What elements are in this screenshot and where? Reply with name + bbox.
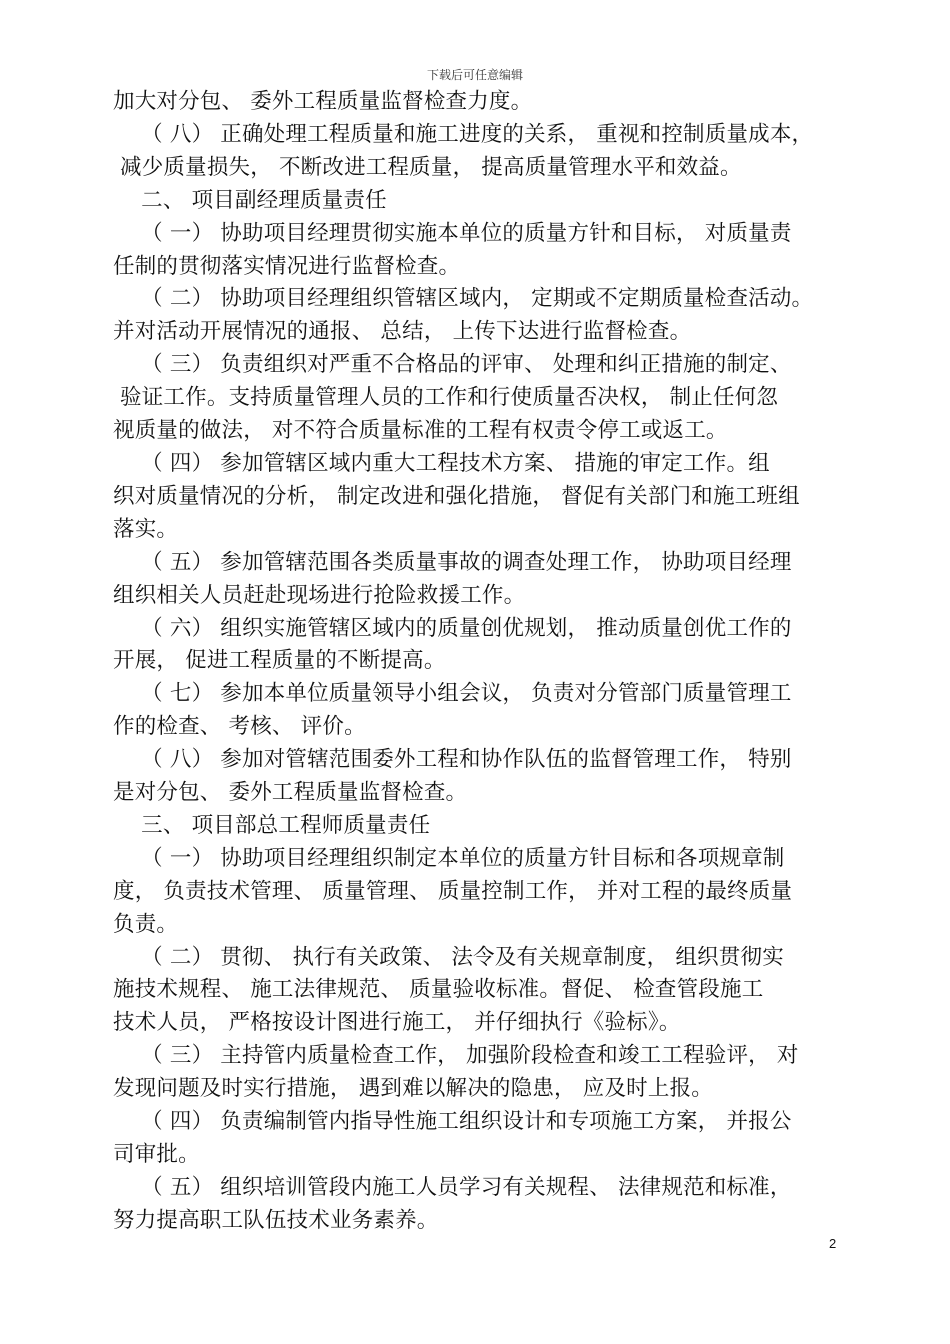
text-line: 负责。 — [113, 911, 179, 937]
text-line: （ 一） 协助项目经理贯彻实施本单位的质量方针和目标， 对质量责 — [113, 220, 792, 246]
text-line: 是对分包、 委外工程质量监督检查。 — [113, 780, 468, 806]
text-line: 发现问题及时实行措施， 遇到难以解决的隐患， 应及时上报。 — [113, 1076, 713, 1102]
text-line: 织对质量情况的分析， 制定改进和强化措施， 督促有关部门和施工班组 — [113, 483, 800, 509]
text-line: （ 三） 主持管内质量检查工作， 加强阶段检查和竣工工程验评， 对 — [113, 1043, 799, 1069]
page-header: 下载后可任意编辑 — [426, 68, 523, 82]
text-line: （ 四） 参加管辖区域内重大工程技术方案、 措施的审定工作。组 — [113, 450, 770, 476]
text-line: （ 四） 负责编制管内指导性施工组织设计和专项施工方案， 并报公 — [113, 1109, 792, 1135]
text-line: 任制的贯彻落实情况进行监督检查。 — [113, 253, 461, 279]
page-number: 2 — [829, 1236, 837, 1251]
text-line: （ 八） 正确处理工程质量和施工进度的关系， 重视和控制质量成本， — [113, 121, 814, 147]
text-line: 加大对分包、 委外工程质量监督检查力度。 — [113, 89, 533, 114]
text-line: 施技术规程、 施工法律规范、 质量验收标准。督促、 检查管段施工 — [113, 977, 764, 1003]
text-line: 落实。 — [113, 516, 179, 542]
text-line: 开展， 促进工程质量的不断提高。 — [113, 648, 446, 674]
text-line: 技术人员， 严格按设计图进行施工， 并仔细执行《验标》。 — [113, 1010, 681, 1036]
text-line: 视质量的做法， 对不符合质量标准的工程有权责令停工或返工。 — [113, 418, 728, 444]
document-body — [113, 86, 845, 1238]
text-line: 组织相关人员赶赴现场进行抢险救援工作。 — [113, 582, 526, 608]
text-line: （ 五） 组织培训管段内施工人员学习有关规程、 法律规范和标准， — [113, 1174, 792, 1200]
text-line: 减少质量损失， 不断改进工程质量， 提高质量管理水平和效益。 — [113, 154, 742, 180]
text-line: （ 二） 协助项目经理组织管辖区域内， 定期或不定期质量检查活动。 — [113, 286, 814, 312]
text-line: 司审批。 — [113, 1142, 200, 1167]
text-line: （ 二） 贯彻、 执行有关政策、 法令及有关规章制度， 组织贯彻实 — [113, 944, 784, 970]
text-line: （ 三） 负责组织对严重不合格品的评审、 处理和纠正措施的制定、 — [113, 352, 792, 378]
text-line: 验证工作。支持质量管理人员的工作和行使质量否决权， 制止任何忽 — [113, 385, 779, 411]
text-line: 努力提高职工队伍技术业务素养。 — [113, 1207, 439, 1233]
text-line: 三、 项目部总工程师质量责任 — [113, 812, 431, 838]
text-line: （ 一） 协助项目经理组织制定本单位的质量方针目标和各项规章制 — [113, 845, 785, 871]
text-line: （ 六） 组织实施管辖区域内的质量创优规划， 推动质量创优工作的 — [113, 615, 792, 641]
text-line: 并对活动开展情况的通报、 总结， 上传下达进行监督检查。 — [113, 319, 692, 345]
text-line: （ 五） 参加管辖范围各类质量事故的调查处理工作， 协助项目经理 — [113, 549, 792, 575]
text-line: （ 八） 参加对管辖范围委外工程和协作队伍的监督管理工作， 特别 — [113, 747, 792, 773]
text-line: 作的检查、 考核、 评价。 — [113, 714, 366, 740]
text-line: （ 七） 参加本单位质量领导小组会议， 负责对分管部门质量管理工 — [113, 681, 792, 707]
text-line: 度， 负责技术管理、 质量管理、 质量控制工作， 并对工程的最终质量 — [113, 878, 793, 904]
text-line: 二、 项目副经理质量责任 — [113, 187, 387, 213]
